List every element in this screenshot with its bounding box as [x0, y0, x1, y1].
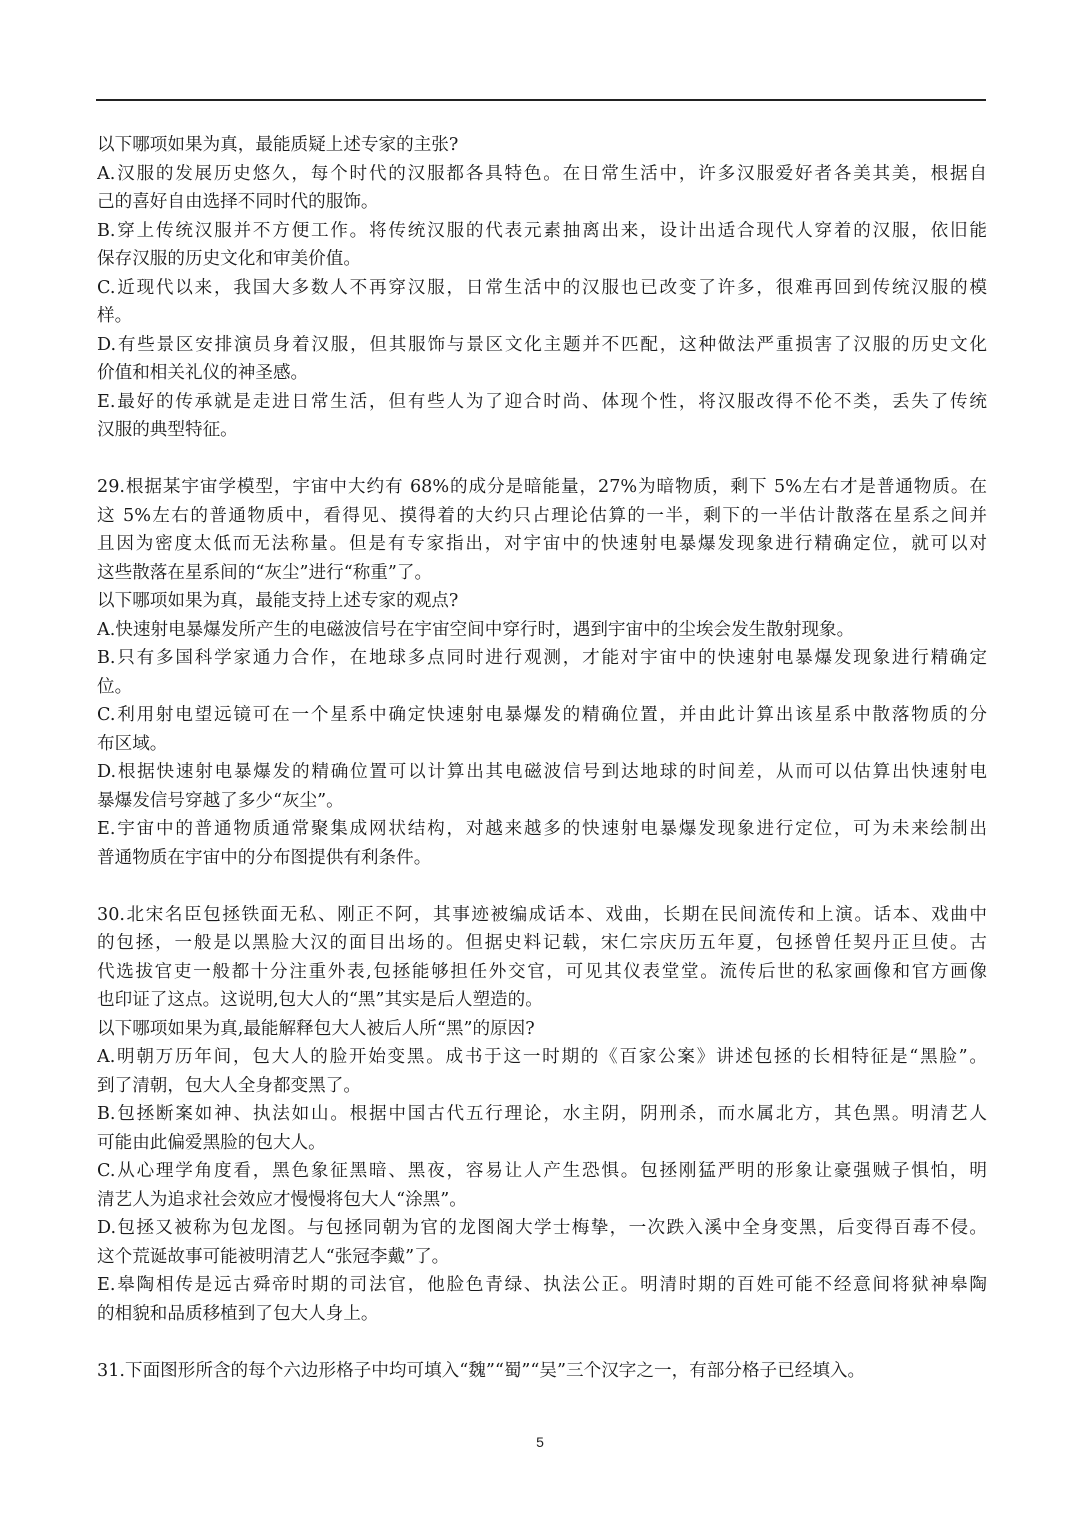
q29-option-e-line-2: 普通物质在宇宙中的分布图提供有利条件。	[97, 847, 432, 868]
page-number: 5	[536, 1434, 544, 1450]
q29-stem-line-1: 29.根据某宇宙学模型，宇宙中大约有 68%的成分是暗能量，27%为暗物质，剩下 5%左右才是普通物质。在	[97, 477, 987, 497]
question-31-block	[97, 1357, 987, 1386]
q28-option-d-line-1: D.有些景区安排演员身着汉服，但其服饰与景区文化主题并不匹配，这种做法严重损害了汉服的历史文化	[97, 334, 987, 355]
q30-option-b-line-2: 可能由此偏爱黑脸的包大人。	[97, 1132, 326, 1153]
q30-option-a-line-2: 到了清朝，包大人全身都变黑了。	[97, 1075, 361, 1096]
q30-stem-line-1: 30.北宋名臣包拯铁面无私、刚正不阿，其事迹被编成话本、戏曲，长期在民间流传和上演。话本、戏曲中	[97, 904, 987, 925]
q29-option-c-line-2: 布区域。	[97, 733, 168, 754]
question-29-prompt: 以下哪项如果为真，最能支持上述专家的观点?	[97, 591, 459, 611]
q28-option-a-line-2: 己的喜好自由选择不同时代的服饰。	[97, 192, 379, 212]
q30-stem-line-2: 的包拯，一般是以黑脸大汉的面目出场的。但据史料记载，宋仁宗庆历五年夏，包拯曾任契丹正旦使。古	[97, 933, 987, 953]
q29-option-e-line-1: E.宇宙中的普通物质通常聚集成网状结构，对越来越多的快速射电暴爆发现象进行定位，可为未来绘制出	[97, 819, 987, 839]
q29-stem-line-2: 这 5%左右的普通物质中，看得见、摸得着的大约只占理论估算的一半，剩下的一半估计散落在星系之间并	[97, 505, 987, 526]
spacer	[97, 872, 987, 901]
q30-stem-line-4: 也印证了这点。这说明,包大人的“黑”其实是后人塑造的。	[97, 990, 543, 1010]
page-content	[97, 131, 987, 1385]
question-30-prompt: 以下哪项如果为真,最能解释包大人被后人所“黑”的原因?	[97, 1018, 535, 1039]
spacer	[97, 1328, 987, 1357]
header-rule	[96, 99, 986, 101]
question-30-block	[97, 901, 987, 1329]
q28-option-b-line-2: 保存汉服的历史文化和审美价值。	[97, 249, 361, 269]
q30-stem-line-3: 代选拔官吏一般都十分注重外表,包拯能够担任外交官，可见其仪表堂堂。流传后世的私家画像和官方画像	[97, 961, 987, 982]
q30-option-e-line-2: 的相貌和品质移植到了包大人身上。	[97, 1303, 379, 1324]
question-28-prompt: 以下哪项如果为真，最能质疑上述专家的主张?	[97, 135, 459, 155]
q28-option-a-line-1: A.汉服的发展历史悠久，每个时代的汉服都各具特色。在日常生活中，许多汉服爱好者各美其美，根据自	[97, 163, 987, 184]
q29-option-c-line-1: C.利用射电望远镜可在一个星系中确定快速射电暴爆发的精确位置，并由此计算出该星系中散落物质的分	[97, 705, 987, 725]
q30-option-b-line-1: B.包拯断案如神、执法如山。根据中国古代五行理论，水主阴，阴刑杀，而水属北方，其色黑。明清艺人	[97, 1104, 987, 1124]
q28-option-b-line-1: B.穿上传统汉服并不方便工作。将传统汉服的代表元素抽离出来，设计出适合现代人穿着的汉服，依旧能	[97, 220, 987, 241]
q30-option-a-line-1: A.明朝万历年间，包大人的脸开始变黑。成书于这一时期的《百家公案》讲述包拯的长相特征是“黑脸”。	[97, 1047, 987, 1067]
q29-stem-line-4: 这些散落在星系间的“灰尘”进行“称重”了。	[97, 562, 433, 583]
q29-option-d-line-2: 暴爆发信号穿越了多少“灰尘”。	[97, 790, 344, 811]
q30-option-d-line-1: D.包拯又被称为包龙图。与包拯同朝为官的龙图阁大学士梅挚，一次跌入溪中全身变黑，后变得百毒不侵。	[97, 1218, 987, 1238]
q30-option-d-line-2: 这个荒诞故事可能被明清艺人“张冠李戴”了。	[97, 1246, 450, 1267]
q29-option-b-line-1: B.只有多国科学家通力合作，在地球多点同时进行观测，才能对宇宙中的快速射电暴爆发现象进行精确定	[97, 648, 987, 668]
q28-option-c-line-2: 样。	[97, 306, 133, 326]
q29-option-d-line-1: D.根据快速射电暴爆发的精确位置可以计算出其电磁波信号到达地球的时间差，从而可以估算出快速射电	[97, 762, 987, 782]
q30-option-c-line-2: 清艺人为追求社会效应才慢慢将包大人“涂黑”。	[97, 1189, 467, 1210]
question-29-block	[97, 473, 987, 872]
q29-stem-line-3: 且因为密度太低而无法称量。但是有专家指出，对宇宙中的快速射电暴爆发现象进行精确定位，就可以对	[97, 534, 987, 554]
q28-option-e-line-1: E.最好的传承就是走进日常生活，但有些人为了迎合时尚、体现个性，将汉服改得不伦不类，丢失了传统	[97, 391, 987, 412]
q30-option-c-line-1: C.从心理学角度看，黑色象征黑暗、黑夜，容易让人产生恐惧。包拯刚猛严明的形象让豪强贼子惧怕，明	[97, 1161, 987, 1181]
q29-option-a-line-1: A.快速射电暴爆发所产生的电磁波信号在宇宙空间中穿行时，遇到宇宙中的尘埃会发生散射现象。	[97, 619, 855, 640]
q28-option-d-line-2: 价值和相关礼仪的神圣感。	[97, 363, 309, 383]
question-28-block	[97, 131, 987, 445]
q30-option-e-line-1: E.皋陶相传是远古舜帝时期的司法官，他脸色青绿、执法公正。明清时期的百姓可能不经意间将狱神皋陶	[97, 1275, 987, 1295]
spacer	[97, 445, 987, 474]
q28-option-e-line-2: 汉服的典型特征。	[97, 420, 238, 440]
q28-option-c-line-1: C.近现代以来，我国大多数人不再穿汉服，日常生活中的汉服也已改变了许多，很难再回到传统汉服的模	[97, 277, 987, 298]
q29-option-b-line-2: 位。	[97, 676, 133, 697]
q31-stem-line-1: 31.下面图形所含的每个六边形格子中均可填入“魏”“蜀”“吴”三个汉字之一，有部分格子已经填入。	[97, 1360, 866, 1381]
